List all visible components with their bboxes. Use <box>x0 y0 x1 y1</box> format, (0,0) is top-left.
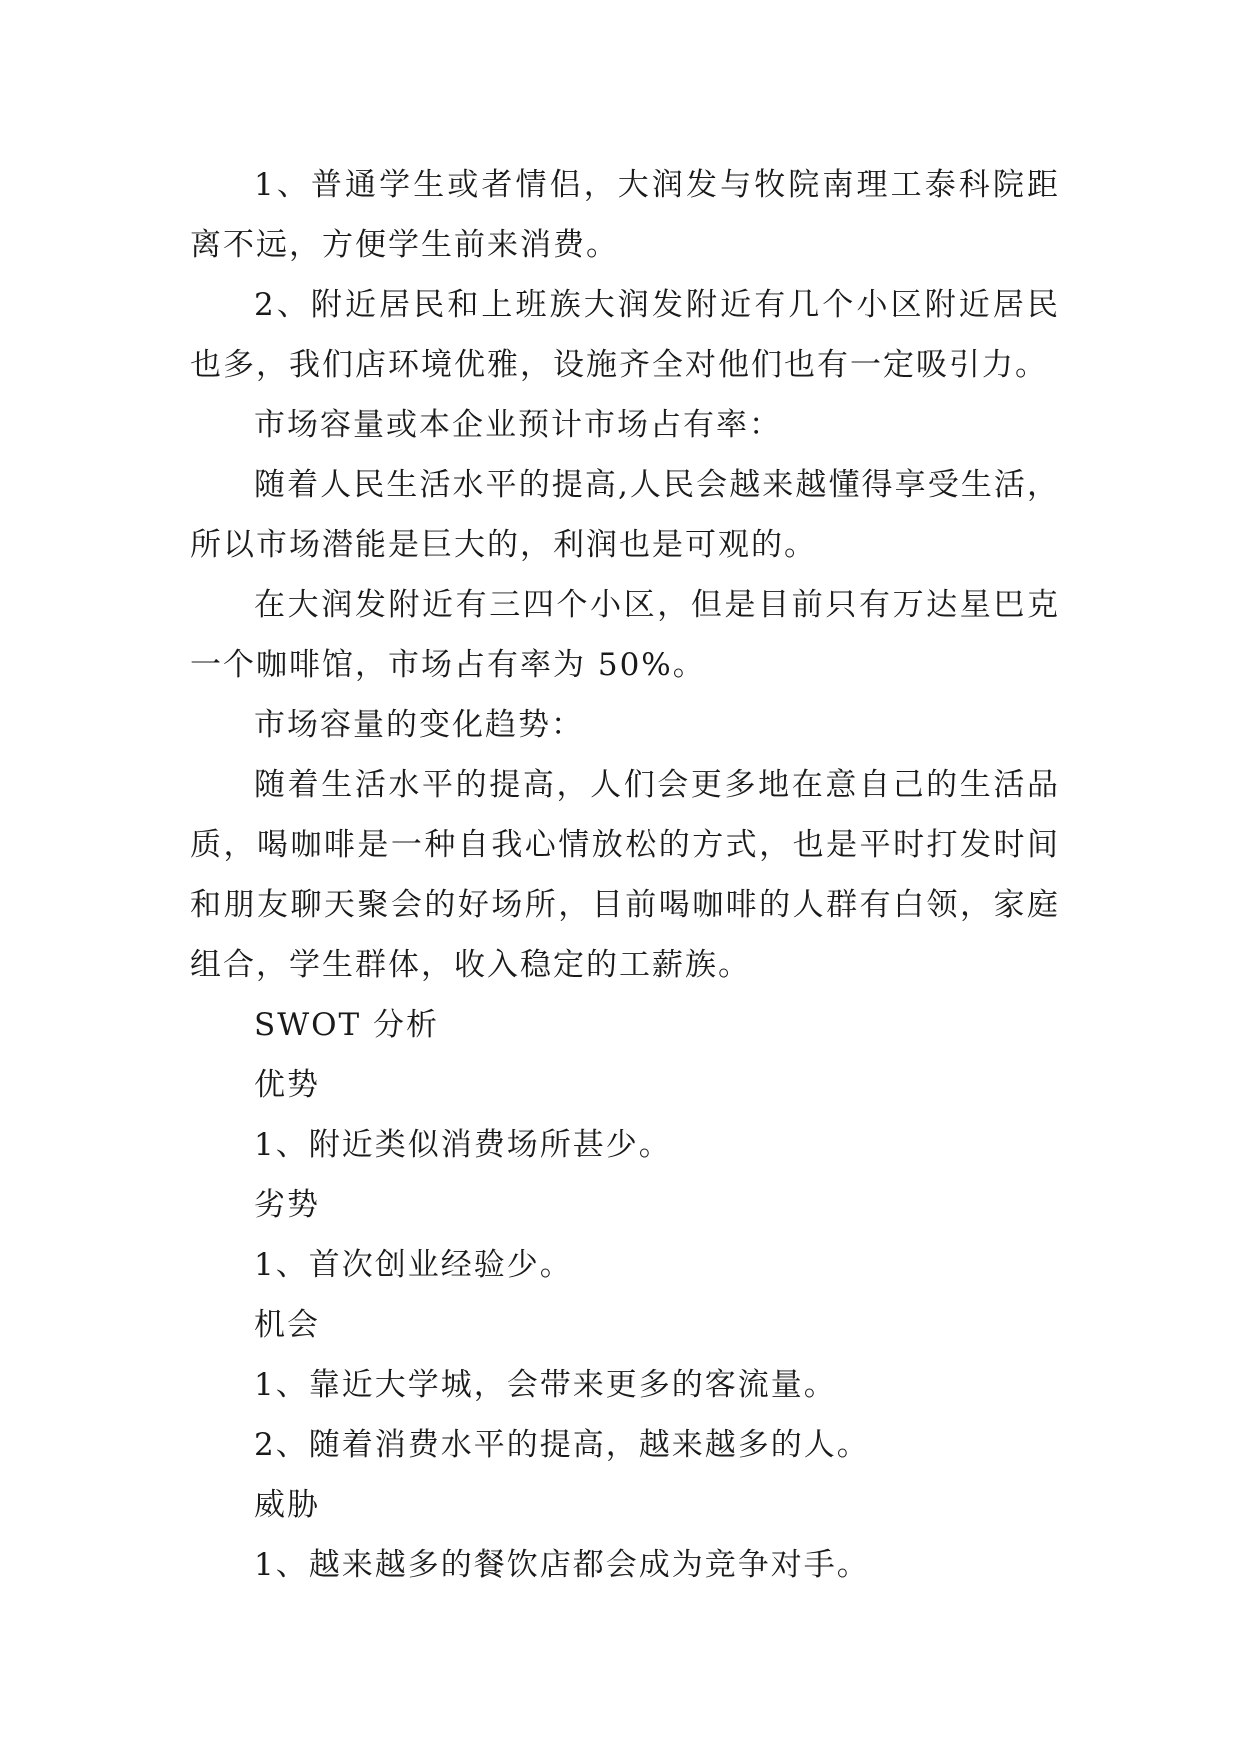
paragraph-threat-1: 1、越来越多的餐饮店都会成为竞争对手。 <box>254 1547 870 1583</box>
heading-market-trend: 市场容量的变化趋势： <box>254 707 584 743</box>
heading-strengths: 优势 <box>254 1067 320 1103</box>
paragraph-strength-1: 1、附近类似消费场所甚少。 <box>254 1127 672 1163</box>
document-body <box>190 155 1060 1595</box>
heading-market-capacity: 市场容量或本企业预计市场占有率： <box>254 407 782 443</box>
paragraph-market-share: 在大润发附近有三四个小区，但是目前只有万达星巴克一个咖啡馆，市场占有率为 50%。 <box>190 587 1060 683</box>
paragraph-weakness-1: 1、首次创业经验少。 <box>254 1247 573 1283</box>
paragraph-resident-customers: 2、附近居民和上班族大润发附近有几个小区附近居民也多，我们店环境优雅，设施齐全对他们也有一定吸引力。 <box>190 287 1060 383</box>
heading-weaknesses: 劣势 <box>254 1187 320 1223</box>
paragraph-market-potential: 随着人民生活水平的提高,人民会越来越懂得享受生活，所以市场潜能是巨大的，利润也是可观的。 <box>190 467 1060 563</box>
heading-opportunities: 机会 <box>254 1307 320 1343</box>
paragraph-opportunity-1: 1、靠近大学城，会带来更多的客流量。 <box>254 1367 837 1403</box>
paragraph-opportunity-2: 2、随着消费水平的提高，越来越多的人。 <box>254 1427 870 1463</box>
paragraph-market-trend: 随着生活水平的提高，人们会更多地在意自己的生活品质，喝咖啡是一种自我心情放松的方式，也是平时打发时间和朋友聊天聚会的好场所，目前喝咖啡的人群有白领，家庭组合，学生群体，收入稳定的工薪族。 <box>190 767 1060 983</box>
heading-threats: 威胁 <box>254 1487 320 1523</box>
paragraph-student-customers: 1、普通学生或者情侣，大润发与牧院南理工泰科院距离不远，方便学生前来消费。 <box>190 167 1060 263</box>
heading-swot-analysis: SWOT 分析 <box>254 1007 440 1043</box>
